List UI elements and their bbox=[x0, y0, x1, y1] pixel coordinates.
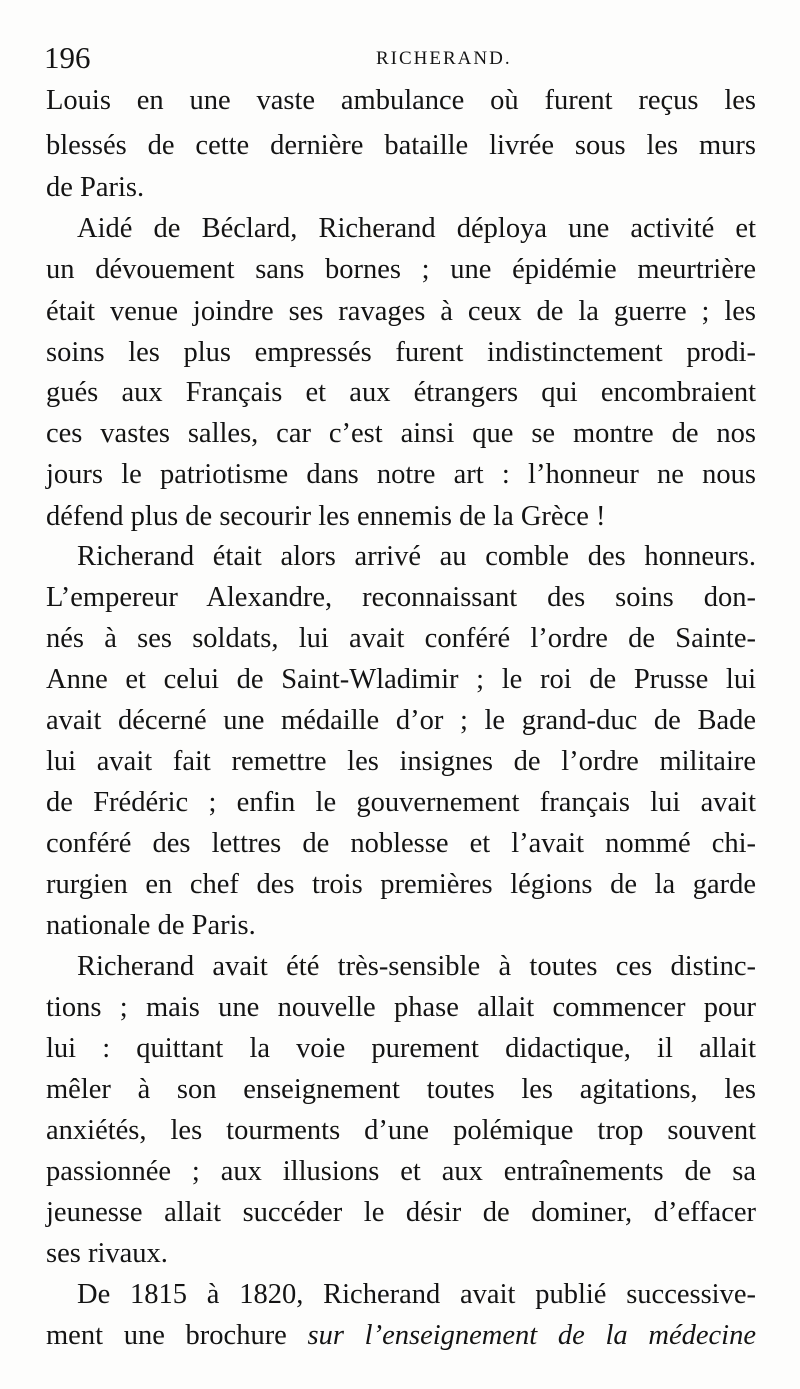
text-line: Louis en une vaste ambulance où furent reçus les bbox=[46, 85, 756, 116]
running-head: RICHERAND. bbox=[376, 48, 512, 69]
text-line: défend plus de secourir les ennemis de la Grèce ! bbox=[46, 501, 606, 532]
text-line-last bbox=[46, 1316, 756, 1356]
text-line: L’empereur Alexandre, reconnaissant des soins don- bbox=[46, 582, 756, 613]
text-line: mêler à son enseignement toutes les agitations, les bbox=[46, 1074, 756, 1105]
text-line: De 1815 à 1820, Richerand avait publié successive- bbox=[77, 1279, 756, 1310]
text-line: tions ; mais une nouvelle phase allait commencer pour bbox=[46, 992, 756, 1023]
text-line: ces vastes salles, car c’est ainsi que se montre de nos bbox=[46, 418, 756, 449]
text-line: passionnée ; aux illusions et aux entraînements de sa bbox=[46, 1156, 756, 1187]
text-line: conféré des lettres de noblesse et l’avait nommé chi- bbox=[46, 828, 756, 859]
text-line: Richerand avait été très-sensible à toutes ces distinc- bbox=[77, 951, 756, 982]
text-line: rurgien en chef des trois premières légions de la garde bbox=[46, 869, 756, 900]
text-line: gués aux Français et aux étrangers qui encombraient bbox=[46, 377, 756, 408]
text-line: soins les plus empressés furent indistinctement prodi- bbox=[46, 337, 756, 368]
text-line: nés à ses soldats, lui avait conféré l’ordre de Sainte- bbox=[46, 623, 756, 654]
text-line: était venue joindre ses ravages à ceux de la guerre ; les bbox=[46, 296, 756, 327]
text-line: ses rivaux. bbox=[46, 1238, 168, 1269]
text-plain: ment une brochure bbox=[46, 1320, 308, 1351]
text-line: de Frédéric ; enfin le gouvernement français lui avait bbox=[46, 787, 756, 818]
text-line: de Paris. bbox=[46, 172, 145, 203]
text-italic: sur l’enseignement de la médecine bbox=[307, 1320, 756, 1351]
text-line: Richerand était alors arrivé au comble des honneurs. bbox=[77, 541, 756, 572]
text-line: avait décerné une médaille d’or ; le grand-duc de Bade bbox=[46, 705, 756, 736]
text-line: Aidé de Béclard, Richerand déploya une activité et bbox=[77, 213, 756, 244]
text-line: lui : quittant la voie purement didactique, il allait bbox=[46, 1033, 756, 1064]
text-line: lui avait fait remettre les insignes de l’ordre militaire bbox=[46, 746, 756, 777]
page-header bbox=[44, 38, 774, 78]
text-line: blessés de cette dernière bataille livrée sous les murs bbox=[46, 130, 756, 161]
page-number: 196 bbox=[44, 40, 91, 75]
text-line: jeunesse allait succéder le désir de dominer, d’effacer bbox=[46, 1197, 756, 1228]
text-line: nationale de Paris. bbox=[46, 910, 256, 941]
text-line: Anne et celui de Saint-Wladimir ; le roi de Prusse lui bbox=[46, 664, 756, 695]
text-line: anxiétés, les tourments d’une polémique trop souvent bbox=[46, 1115, 756, 1146]
text-line: jours le patriotisme dans notre art : l’honneur ne nous bbox=[46, 459, 756, 490]
text-line: un dévouement sans bornes ; une épidémie meurtrière bbox=[46, 254, 756, 285]
